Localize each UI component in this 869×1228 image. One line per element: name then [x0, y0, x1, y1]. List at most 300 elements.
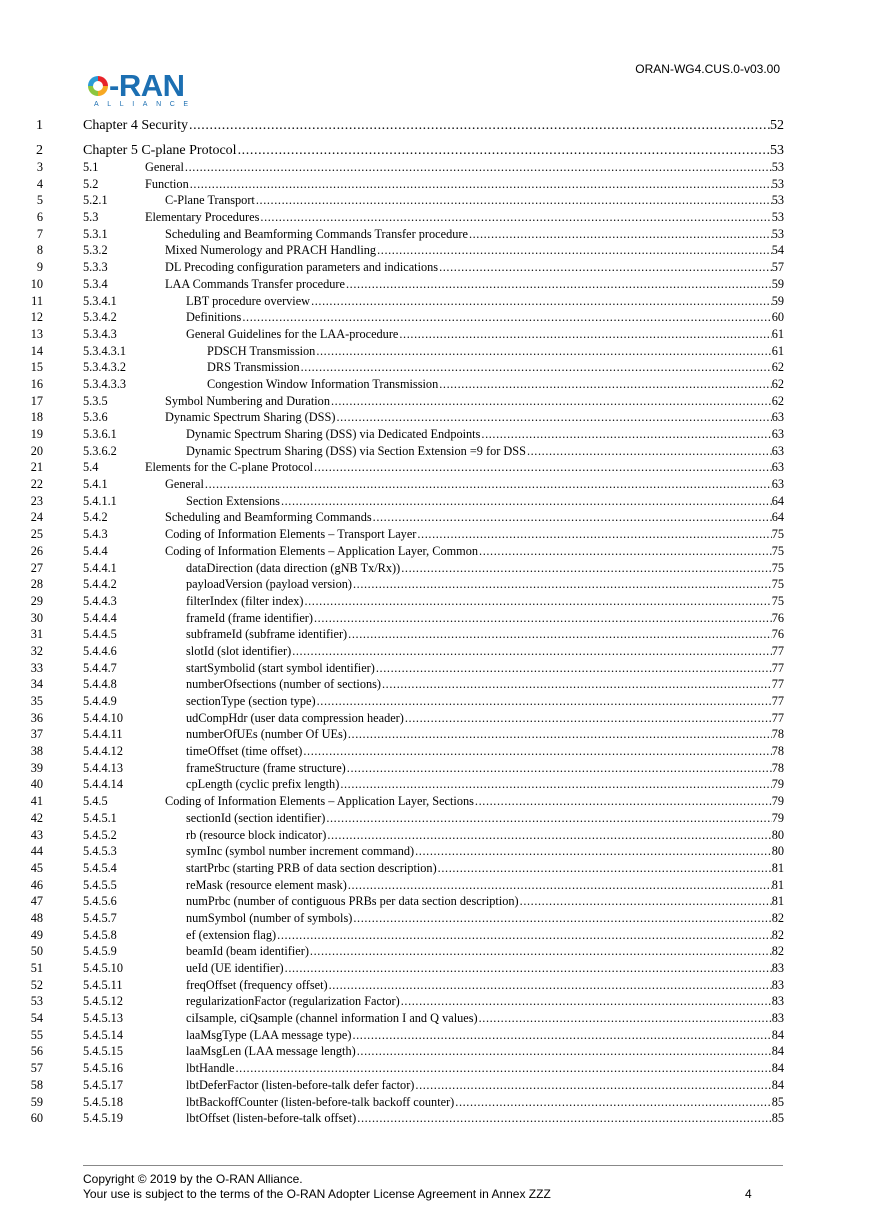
toc-entry[interactable] [186, 743, 784, 760]
toc-row[interactable] [0, 426, 869, 443]
toc-title[interactable]: lbtDeferFactor (listen-before-talk defer factor) [186, 1077, 415, 1092]
toc-entry[interactable] [186, 1010, 784, 1027]
toc-entry[interactable] [186, 610, 784, 627]
toc-entry[interactable] [83, 115, 784, 136]
line-number: 15 [30, 360, 43, 375]
toc-title[interactable]: Elementary Procedures [145, 210, 260, 225]
toc-entry[interactable] [165, 192, 784, 209]
toc-entry[interactable] [186, 443, 784, 460]
toc-leader-dots [348, 877, 772, 894]
toc-title[interactable]: laaMsgLen (LAA message length) [186, 1044, 356, 1059]
toc-section-number: 5.4.4.2 [83, 577, 117, 592]
toc-entry[interactable] [165, 526, 784, 543]
toc-page-number[interactable]: 63 [771, 477, 784, 492]
toc-page-number[interactable]: 80 [771, 844, 784, 859]
toc-section-number: 5.4.2 [83, 510, 108, 525]
toc-page-number[interactable]: 52 [770, 118, 784, 133]
toc-title[interactable]: Function [145, 176, 189, 191]
toc-section-number: 5.4.4.10 [83, 710, 123, 725]
toc-row[interactable] [0, 1010, 869, 1027]
toc-section-number: 5.4.5.14 [83, 1027, 123, 1042]
toc-row[interactable] [0, 159, 869, 176]
toc-entry[interactable] [165, 226, 784, 243]
toc-leader-dots [242, 309, 771, 326]
toc-row[interactable] [0, 993, 869, 1010]
toc-entry[interactable] [186, 893, 784, 910]
toc-title[interactable]: frameStructure (frame structure) [186, 760, 346, 775]
toc-entry[interactable] [186, 426, 784, 443]
toc-row[interactable] [0, 393, 869, 410]
line-number: 33 [30, 660, 43, 675]
toc-entry[interactable] [165, 393, 784, 410]
line-number: 55 [30, 1027, 43, 1042]
toc-title[interactable]: Chapter 4 Security [83, 115, 189, 136]
toc-section-number: 5.4.5.12 [83, 994, 123, 1009]
toc-entry[interactable] [186, 710, 784, 727]
toc-row[interactable] [0, 209, 869, 226]
toc-page-number[interactable]: 75 [771, 577, 784, 592]
toc-page-number[interactable]: 83 [771, 1011, 784, 1026]
toc-entry[interactable] [186, 943, 784, 960]
toc-entry[interactable] [186, 1094, 784, 1111]
toc-page-number[interactable]: 77 [771, 660, 784, 675]
toc-section-number: 5.3.4.3.1 [83, 343, 127, 358]
toc-row[interactable] [0, 560, 869, 577]
toc-page-number[interactable]: 77 [771, 710, 784, 725]
toc-entry[interactable] [186, 593, 784, 610]
toc-title[interactable]: Coding of Information Elements – Transport Layer [165, 527, 417, 542]
toc-leader-dots [277, 927, 772, 944]
toc-page-number[interactable]: 79 [771, 777, 784, 792]
toc-row[interactable] [0, 693, 869, 710]
toc-title[interactable]: payloadVersion (payload version) [186, 577, 352, 592]
toc-section-number: 5.4.5.5 [83, 877, 117, 892]
toc-page-number[interactable]: 85 [771, 1094, 784, 1109]
toc-section-number: 5.4.5 [83, 794, 108, 809]
toc-page-number[interactable]: 77 [771, 694, 784, 708]
toc-page-number[interactable]: 64 [771, 493, 784, 508]
toc-page-number[interactable]: 61 [771, 326, 784, 341]
toc-leader-dots [405, 710, 772, 727]
toc-page-number[interactable]: 84 [771, 1061, 784, 1076]
toc-page-number[interactable]: 53 [771, 210, 784, 225]
toc-title[interactable]: startPrbc (starting PRB of data section description) [186, 860, 437, 875]
toc-title[interactable]: ef (extension flag) [186, 927, 277, 942]
toc-page-number[interactable]: 63 [771, 427, 784, 441]
toc-title[interactable]: Dynamic Spectrum Sharing (DSS) [165, 410, 336, 425]
toc-page-number[interactable]: 60 [771, 310, 784, 325]
toc-page-number[interactable]: 63 [771, 460, 784, 475]
toc-title[interactable]: slotId (slot identifier) [186, 643, 292, 658]
toc-title[interactable]: regularizationFactor (regularization Factor) [186, 994, 400, 1009]
toc-entry[interactable] [186, 309, 784, 326]
toc-entry[interactable] [186, 660, 784, 677]
toc-page-number[interactable]: 75 [771, 543, 784, 558]
line-number: 16 [30, 376, 43, 391]
toc-page-number[interactable]: 53 [771, 193, 784, 208]
line-number: 21 [30, 460, 43, 475]
toc-row[interactable] [0, 576, 869, 593]
toc-entry[interactable] [165, 509, 784, 526]
toc-title[interactable]: startSymbolid (start symbol identifier) [186, 660, 375, 675]
line-number: 42 [30, 810, 43, 825]
toc-entry[interactable] [145, 209, 784, 226]
toc-page-number[interactable]: 85 [771, 1111, 784, 1126]
toc-entry[interactable] [186, 560, 784, 577]
toc-title[interactable]: beamId (beam identifier) [186, 944, 309, 959]
toc-page-number[interactable]: 76 [771, 610, 784, 625]
toc-entry[interactable] [83, 140, 784, 161]
toc-row[interactable] [0, 1043, 869, 1060]
toc-entry[interactable] [186, 576, 784, 593]
toc-entry[interactable] [165, 242, 784, 259]
toc-row[interactable] [0, 960, 869, 977]
toc-row[interactable] [0, 140, 869, 161]
toc-row[interactable] [0, 977, 869, 994]
toc-title[interactable]: numberOfUEs (number Of UEs) [186, 727, 347, 742]
toc-section-number: 5.3.4.1 [83, 293, 117, 308]
toc-page-number[interactable]: 77 [771, 677, 784, 692]
toc-leader-dots [415, 843, 772, 860]
toc-title[interactable]: numPrbc (number of contiguous PRBs per data section description) [186, 894, 519, 909]
toc-entry[interactable] [186, 760, 784, 777]
toc-leader-dots [189, 115, 770, 136]
toc-row[interactable] [0, 943, 869, 960]
toc-leader-dots [353, 576, 772, 593]
toc-row[interactable] [0, 910, 869, 927]
toc-row[interactable] [0, 543, 869, 560]
toc-row[interactable] [0, 242, 869, 259]
toc-entry[interactable] [186, 676, 784, 693]
toc-page-number[interactable]: 81 [771, 860, 784, 875]
toc-title[interactable]: lbtOffset (listen-before-talk offset) [186, 1111, 357, 1126]
toc-row[interactable] [0, 810, 869, 827]
toc-entry[interactable] [186, 960, 784, 977]
toc-section-number: 5.4 [83, 460, 99, 475]
toc-entry[interactable] [165, 409, 784, 426]
toc-row[interactable] [0, 259, 869, 276]
toc-page-number[interactable]: 78 [771, 760, 784, 775]
toc-title[interactable]: Congestion Window Information Transmission [207, 376, 439, 391]
toc-entry[interactable] [186, 927, 784, 944]
toc-row[interactable] [0, 409, 869, 426]
toc-page-number[interactable]: 83 [771, 994, 784, 1009]
toc-title[interactable]: reMask (resource element mask) [186, 877, 347, 892]
toc-title[interactable]: numberOfsections (number of sections) [186, 677, 381, 692]
toc-page-number[interactable]: 79 [771, 810, 784, 825]
line-number: 30 [30, 610, 43, 625]
line-number: 46 [30, 877, 43, 892]
toc-page-number[interactable]: 76 [771, 627, 784, 642]
toc-row[interactable] [0, 827, 869, 844]
toc-title[interactable]: laaMsgType (LAA message type) [186, 1027, 352, 1042]
toc-title[interactable]: Coding of Information Elements – Application Layer, Sections [165, 794, 474, 809]
toc-title[interactable]: General Guidelines for the LAA-procedure [186, 326, 399, 341]
toc-title[interactable]: sectionId (section identifier) [186, 810, 326, 825]
toc-section-number: 5.3.4.2 [83, 310, 117, 325]
toc-page-number[interactable]: 57 [771, 260, 784, 275]
toc-page-number[interactable]: 63 [771, 410, 784, 425]
toc-row[interactable] [0, 1027, 869, 1044]
toc-entry[interactable] [186, 643, 784, 660]
toc-row[interactable] [0, 726, 869, 743]
toc-title[interactable]: filterIndex (filter index) [186, 593, 304, 608]
toc-entry[interactable] [186, 726, 784, 743]
toc-leader-dots [327, 827, 771, 844]
line-number: 39 [30, 760, 43, 775]
toc-page-number[interactable]: 53 [771, 176, 784, 191]
toc-page-number[interactable]: 82 [771, 927, 784, 942]
toc-title[interactable]: timeOffset (time offset) [186, 744, 303, 759]
toc-title[interactable]: subframeId (subframe identifier) [186, 627, 348, 642]
toc-page-number[interactable]: 75 [771, 560, 784, 575]
toc-entry[interactable] [186, 1077, 784, 1094]
toc-entry[interactable] [186, 993, 784, 1010]
toc-title[interactable]: PDSCH Transmission [207, 343, 316, 358]
toc-title[interactable]: numSymbol (number of symbols) [186, 910, 353, 925]
toc-entry[interactable] [186, 827, 784, 844]
toc-page-number[interactable]: 64 [771, 510, 784, 525]
toc-entry[interactable] [165, 276, 784, 293]
toc-entry[interactable] [145, 176, 784, 193]
toc-row[interactable] [0, 459, 869, 476]
line-number: 32 [30, 643, 43, 658]
toc-leader-dots [357, 1043, 772, 1060]
toc-page-number[interactable]: 84 [771, 1027, 784, 1042]
toc-row[interactable] [0, 443, 869, 460]
toc-row[interactable] [0, 326, 869, 343]
line-number: 17 [30, 393, 43, 408]
toc-row[interactable] [0, 893, 869, 910]
line-number: 57 [30, 1061, 43, 1076]
toc-section-number: 5.4.4.1 [83, 560, 117, 575]
toc-title[interactable]: Elements for the C-plane Protocol [145, 460, 314, 475]
toc-title[interactable]: cpLength (cyclic prefix length) [186, 777, 340, 792]
toc-leader-dots [415, 1077, 771, 1094]
toc-row[interactable] [0, 1060, 869, 1077]
toc-page-number[interactable]: 83 [771, 961, 784, 975]
toc-entry[interactable] [186, 1110, 784, 1127]
line-number: 14 [30, 343, 43, 358]
toc-title[interactable]: freqOffset (frequency offset) [186, 977, 328, 992]
toc-entry[interactable] [145, 159, 784, 176]
toc-title[interactable]: Dynamic Spectrum Sharing (DSS) via Dedicated Endpoints [186, 427, 481, 441]
toc-row[interactable] [0, 376, 869, 393]
toc-title[interactable]: General [145, 160, 184, 174]
toc-row[interactable] [0, 493, 869, 510]
toc-row[interactable] [0, 776, 869, 793]
toc-title[interactable]: Chapter 5 C-plane Protocol [83, 140, 238, 161]
toc-page-number[interactable]: 61 [771, 343, 784, 358]
toc-page-number[interactable]: 83 [771, 977, 784, 992]
toc-row[interactable] [0, 309, 869, 326]
toc-row[interactable] [0, 860, 869, 877]
toc-page-number[interactable]: 75 [771, 593, 784, 608]
toc-row[interactable] [0, 610, 869, 627]
toc-entry[interactable] [186, 810, 784, 827]
toc-row[interactable] [0, 115, 869, 136]
toc-entry[interactable] [186, 977, 784, 994]
toc-title[interactable]: udCompHdr (user data compression header) [186, 710, 404, 725]
toc-page-number[interactable]: 62 [771, 393, 784, 408]
toc-row[interactable] [0, 877, 869, 894]
toc-row[interactable] [0, 793, 869, 810]
toc-leader-dots [401, 993, 772, 1010]
toc-page-number[interactable]: 79 [771, 794, 784, 809]
toc-page-number[interactable]: 59 [771, 293, 784, 308]
toc-page-number[interactable]: 82 [771, 944, 784, 959]
toc-page-number[interactable]: 63 [771, 443, 784, 458]
toc-title[interactable]: Definitions [186, 310, 242, 325]
toc-entry[interactable] [207, 376, 784, 393]
toc-entry[interactable] [186, 693, 784, 710]
toc-title[interactable]: DRS Transmission [207, 360, 300, 375]
toc-title[interactable]: rb (resource block indicator) [186, 827, 327, 842]
toc-row[interactable] [0, 927, 869, 944]
toc-title[interactable]: ciIsample, ciQsample (channel information I and Q values) [186, 1011, 478, 1026]
toc-title[interactable]: LBT procedure overview [186, 293, 311, 308]
toc-row[interactable] [0, 476, 869, 493]
toc-leader-dots [353, 910, 771, 927]
toc-leader-dots [310, 943, 772, 960]
line-number: 1 [36, 118, 43, 133]
toc-title[interactable]: frameId (frame identifier) [186, 610, 313, 625]
toc-row[interactable] [0, 192, 869, 209]
toc-title[interactable]: Symbol Numbering and Duration [165, 393, 330, 408]
toc-title[interactable]: Section Extensions [186, 493, 280, 508]
toc-page-number[interactable]: 62 [771, 376, 784, 391]
line-number: 7 [36, 226, 43, 241]
toc-title[interactable]: General [165, 477, 204, 492]
toc-page-number[interactable]: 77 [771, 643, 784, 658]
toc-leader-dots [281, 493, 772, 510]
toc-entry[interactable] [186, 910, 784, 927]
line-number: 31 [30, 627, 43, 642]
toc-section-number: 5.4.4.7 [83, 660, 117, 675]
toc-row[interactable] [0, 760, 869, 777]
toc-row[interactable] [0, 626, 869, 643]
toc-entry[interactable] [186, 776, 784, 793]
toc-section-number: 5.4.5.10 [83, 961, 123, 975]
toc-title[interactable]: lbtBackoffCounter (listen-before-talk backoff counter) [186, 1094, 455, 1109]
toc-page-number[interactable]: 84 [771, 1077, 784, 1092]
toc-section-number: 5.4.4.6 [83, 643, 117, 658]
toc-entry[interactable] [207, 343, 784, 360]
toc-page-number[interactable]: 54 [771, 243, 784, 258]
toc-page-number[interactable]: 81 [771, 877, 784, 892]
toc-page-number[interactable]: 81 [771, 894, 784, 909]
toc-entry[interactable] [186, 1060, 784, 1077]
toc-row[interactable] [0, 710, 869, 727]
toc-title[interactable]: symInc (symbol number increment command) [186, 844, 415, 859]
toc-entry[interactable] [186, 493, 784, 510]
toc-page-number[interactable]: 84 [771, 1044, 784, 1059]
toc-row[interactable] [0, 276, 869, 293]
toc-entry[interactable] [207, 359, 784, 376]
toc-title[interactable]: C-Plane Transport [165, 193, 255, 208]
toc-entry[interactable] [186, 626, 784, 643]
line-number: 51 [30, 961, 43, 975]
toc-title[interactable]: Mixed Numerology and PRACH Handling [165, 243, 377, 258]
toc-row[interactable] [0, 843, 869, 860]
toc-leader-dots [311, 293, 772, 310]
toc-row[interactable] [0, 743, 869, 760]
toc-row[interactable] [0, 643, 869, 660]
logo-wordmark [88, 70, 185, 102]
toc-row[interactable] [0, 293, 869, 310]
toc-row[interactable] [0, 343, 869, 360]
toc-leader-dots [348, 626, 772, 643]
toc-entry[interactable] [186, 860, 784, 877]
toc-page-number[interactable]: 82 [771, 910, 784, 925]
line-number: 44 [30, 844, 43, 859]
toc-row[interactable] [0, 526, 869, 543]
toc-row[interactable] [0, 359, 869, 376]
toc-row[interactable] [0, 660, 869, 677]
toc-page-number[interactable]: 59 [771, 276, 784, 291]
toc-page-number[interactable]: 53 [771, 160, 784, 174]
toc-section-number: 5.4.4.5 [83, 627, 117, 642]
toc-title[interactable]: Dynamic Spectrum Sharing (DSS) via Section Extension =9 for DSS [186, 443, 526, 458]
toc-page-number[interactable]: 53 [770, 143, 784, 158]
toc-title[interactable]: LAA Commands Transfer procedure [165, 276, 345, 291]
toc-page-number[interactable]: 62 [771, 360, 784, 375]
toc-page-number[interactable]: 78 [771, 727, 784, 742]
toc-entry[interactable] [186, 1043, 784, 1060]
toc-leader-dots [357, 1110, 771, 1127]
toc-title[interactable]: ueId (UE identifier) [186, 961, 284, 975]
toc-page-number[interactable]: 80 [771, 827, 784, 842]
toc-section-number: 5.4.5.17 [83, 1077, 123, 1092]
toc-leader-dots [292, 643, 772, 660]
toc-leader-dots [314, 459, 772, 476]
toc-entry[interactable] [165, 543, 784, 560]
toc-page-number[interactable]: 53 [771, 226, 784, 241]
toc-entry[interactable] [186, 1027, 784, 1044]
toc-entry[interactable] [165, 793, 784, 810]
toc-title[interactable]: sectionType (section type) [186, 694, 316, 708]
toc-row[interactable] [0, 1110, 869, 1127]
toc-entry[interactable] [186, 877, 784, 894]
toc-row[interactable] [0, 593, 869, 610]
toc-page-number[interactable]: 75 [771, 527, 784, 542]
toc-title[interactable]: Scheduling and Beamforming Commands Transfer procedure [165, 226, 468, 241]
logo-ring-icon [88, 76, 108, 96]
toc-title[interactable]: DL Precoding configuration parameters and indications [165, 260, 439, 275]
toc-entry[interactable] [145, 459, 784, 476]
toc-entry[interactable] [186, 843, 784, 860]
toc-leader-dots [401, 560, 771, 577]
toc-entry[interactable] [165, 476, 784, 493]
toc-title[interactable]: Coding of Information Elements – Application Layer, Common [165, 543, 479, 558]
toc-row[interactable] [0, 226, 869, 243]
toc-leader-dots [336, 409, 771, 426]
toc-entry[interactable] [186, 326, 784, 343]
toc-row[interactable] [0, 509, 869, 526]
document-code: ORAN-WG4.CUS.0-v03.00 [635, 62, 780, 76]
toc-page-number[interactable]: 78 [771, 744, 784, 759]
toc-row[interactable] [0, 176, 869, 193]
toc-title[interactable]: lbtHandle [186, 1061, 235, 1076]
toc-entry[interactable] [186, 293, 784, 310]
toc-title[interactable]: Scheduling and Beamforming Commands [165, 510, 372, 525]
line-number: 38 [30, 744, 43, 759]
toc-entry[interactable] [165, 259, 784, 276]
toc-row[interactable] [0, 1077, 869, 1094]
toc-row[interactable] [0, 676, 869, 693]
toc-row[interactable] [0, 1094, 869, 1111]
toc-title[interactable]: dataDirection (data direction (gNB Tx/Rx)) [186, 560, 401, 575]
